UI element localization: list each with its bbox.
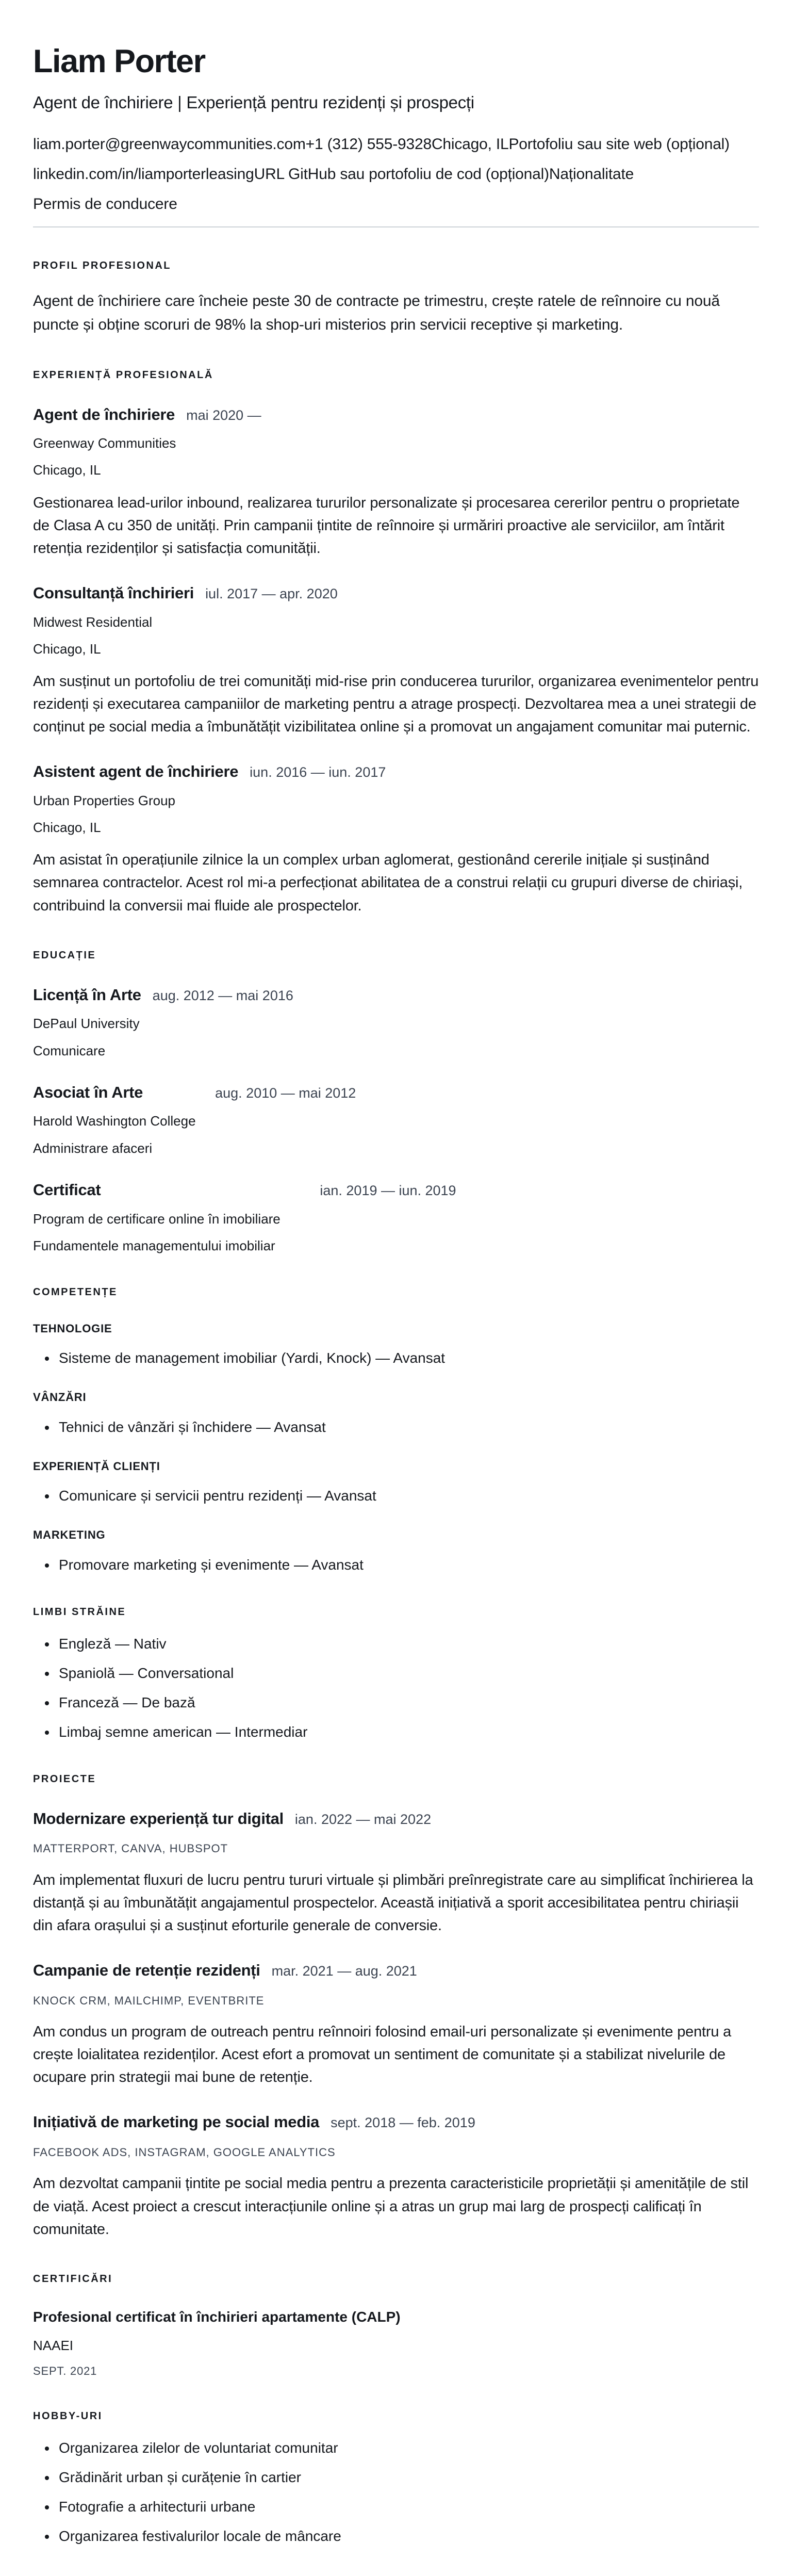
degree-title: Licență în Arte <box>33 985 141 1004</box>
field-of-study: Comunicare <box>33 1042 106 1058</box>
section-title: PROIECTE <box>33 1773 96 1785</box>
contact-segment: Permis de conducere <box>33 195 177 213</box>
section-title: HOBBY-URI <box>33 2410 103 2422</box>
contact-segment: Portofoliu sau site web (opțional) <box>508 135 730 153</box>
job-company: Midwest Residential <box>33 614 153 630</box>
language-item: • Franceză — De bază <box>57 1693 759 1711</box>
school-name: Harold Washington College <box>33 1113 196 1129</box>
section-title: PROFIL PROFESIONAL <box>33 259 171 271</box>
skill-item: • Tehnici de vânzări și închidere — Avansat <box>57 1418 759 1436</box>
section-education <box>33 949 759 1254</box>
degree-title: Asociat în Arte <box>33 1083 143 1101</box>
resume-header <box>33 44 759 227</box>
project-title: Modernizare experiență tur digital <box>33 1809 284 1828</box>
education-entry <box>33 1180 759 1254</box>
language-item: • Limbaj semne american — Intermediar <box>57 1723 759 1741</box>
education-list <box>33 985 759 1254</box>
section-experience <box>33 369 759 917</box>
education-entry <box>33 1083 759 1156</box>
section-title: EXPERIENȚĂ PROFESIONALĂ <box>33 369 213 381</box>
contact-segment: liam.porter@greenwaycommunities.com <box>33 135 306 153</box>
experience-entry <box>33 583 759 738</box>
contact-segment: Naționalitate <box>549 165 634 183</box>
school-name: Program de certificare online în imobiliare <box>33 1211 280 1227</box>
skill-group <box>33 1322 759 1367</box>
certification-name: Profesional certificat în închirieri apartamente (CALP) <box>33 2308 401 2325</box>
field-of-study: Fundamentele managementului imobiliar <box>33 1237 275 1253</box>
degree-dates: ian. 2019 — iun. 2019 <box>320 1182 456 1198</box>
education-entry-head <box>33 1083 759 1103</box>
degree-dates: aug. 2010 — mai 2012 <box>215 1085 356 1101</box>
job-description: Am asistat în operațiunile zilnice la un complex urban aglomerat, gestionând cererile inițiale și susținând semnarea contractelor. Acest rol mi-a perfecționat abilitatea de a construi relații cu grupuri diverse de chiriași, contribuind la conversii mai fluide ale prospectelor. <box>33 852 743 914</box>
hobby-item: • Grădinărit urban și curățenie în cartier <box>57 2468 759 2486</box>
project-dates: ian. 2022 — mai 2022 <box>294 1811 432 1827</box>
contact-segment: linkedin.com/in/liamporterleasing <box>33 165 254 183</box>
contact-segment: +1 (312) 555-9328 <box>305 135 432 153</box>
language-item: • Engleză — Nativ <box>57 1635 759 1653</box>
skill-item: • Sisteme de management imobiliar (Yardi, Knock) — Avansat <box>57 1349 759 1367</box>
project-description: Am condus un program de outreach pentru reînnoiri folosind email-uri personalizate și evenimente pentru a crește loialitatea rezidenților. Acest efort a promovat un sentiment de comunitate și a stabilizat nivelurile de ocupare prin strategii mai bune de retenție. <box>33 2024 732 2086</box>
contact-segments <box>33 136 730 153</box>
education-entry-head <box>33 1180 759 1200</box>
experience-list <box>33 405 759 917</box>
skill-items <box>33 1556 759 1574</box>
hobby-item: • Fotografie a arhitecturii urbane <box>57 2498 759 2516</box>
experience-entry <box>33 405 759 560</box>
project-dates: sept. 2018 — feb. 2019 <box>331 2115 475 2131</box>
job-location: Chicago, IL <box>33 462 101 478</box>
job-location: Chicago, IL <box>33 820 101 836</box>
project-entry <box>33 2112 759 2240</box>
section-skills <box>33 1286 759 1574</box>
header-divider <box>33 226 759 227</box>
job-description: Am susținut un portofoliu de trei comunități mid-rise prin conducerea tururilor, organizarea evenimentelor pentru rezidenți și executarea campaniilor de marketing pentru a atrage prospecți. Dezvoltarea mea a unei strategii de conținut pe social media a îmbunătățit vizibilitatea online și a promovat un angajament comunitar mai puternic. <box>33 673 759 736</box>
section-title: CERTIFICĂRI <box>33 2273 113 2285</box>
project-description: Am implementat fluxuri de lucru pentru tururi virtuale și plimbări preînregistrate care au simplificat închirierea la distanță și au îmbunătățit angajamentul prospectelor. Această inițiativă a sporit accesibilitatea pentru chiriașii din afara orașului și a susținut eforturile generale de conversie. <box>33 1871 753 1934</box>
skill-category: MARKETING <box>33 1528 106 1542</box>
project-title: Inițiativă de marketing pe social media <box>33 2113 320 2131</box>
project-entry-head <box>33 2112 759 2132</box>
skills-groups <box>33 1322 759 1574</box>
experience-entry-head <box>33 405 759 425</box>
contact-segment: URL GitHub sau portofoliu de cod (opțional) <box>254 165 549 183</box>
skill-item: • Comunicare și servicii pentru rezidenți — Avansat <box>57 1487 759 1505</box>
job-title: Consultanță închirieri <box>33 583 194 602</box>
project-list <box>33 1809 759 2241</box>
job-dates: mai 2020 — <box>186 407 261 423</box>
contact-info <box>33 137 759 212</box>
experience-entry-head <box>33 762 759 782</box>
education-entry-head <box>33 985 759 1005</box>
skill-items <box>33 1349 759 1367</box>
degree-title: Certificat <box>33 1180 101 1199</box>
skill-group <box>33 1528 759 1573</box>
education-entry <box>33 985 759 1059</box>
hobby-list <box>33 2439 759 2545</box>
skill-items <box>33 1418 759 1436</box>
project-entry <box>33 1961 759 2089</box>
project-tools: MATTERPORT, CANVA, HUBSPOT <box>33 1842 228 1855</box>
certification-entry <box>33 2308 759 2378</box>
job-company: Greenway Communities <box>33 435 176 451</box>
section-title: LIMBI STRĂINE <box>33 1606 126 1618</box>
degree-dates: aug. 2012 — mai 2016 <box>152 987 293 1003</box>
project-tools: FACEBOOK ADS, INSTAGRAM, GOOGLE ANALYTICS <box>33 2146 336 2159</box>
experience-entry <box>33 762 759 917</box>
school-name: DePaul University <box>33 1016 140 1032</box>
field-of-study: Administrare afaceri <box>33 1140 153 1156</box>
contact-segments <box>33 166 634 183</box>
skill-items <box>33 1487 759 1505</box>
job-dates: iul. 2017 — apr. 2020 <box>205 585 338 601</box>
skill-category: TEHNOLOGIE <box>33 1322 112 1335</box>
job-dates: iun. 2016 — iun. 2017 <box>250 764 386 780</box>
person-name: Liam Porter <box>33 43 205 79</box>
contact-segment: Chicago, IL <box>431 135 509 153</box>
section-certifications <box>33 2273 759 2378</box>
job-description: Gestionarea lead-urilor inbound, realizarea tururilor personalizate și procesarea cererilor pentru o proprietate de Clasa A cu 350 de unități. Prin campanii țintite de reînnoire și urmăriri proactive ale serviciilor, am întărit retenția rezidenților și satisfacția comunității. <box>33 494 740 557</box>
skill-category: EXPERIENȚĂ CLIENȚI <box>33 1459 160 1473</box>
profile-summary: Agent de închiriere care încheie peste 30 de contracte pe trimestru, crește ratele de reînnoire cu nouă puncte și obține scoruri de 98% la shop-uri misterios prin servicii receptive și marketing. <box>33 292 720 333</box>
project-entry-head <box>33 1961 759 1981</box>
hobby-item: • Organizarea festivalurilor locale de mâncare <box>57 2527 759 2545</box>
certification-issuer: NAAEI <box>33 2337 74 2353</box>
experience-entry-head <box>33 583 759 604</box>
skill-group <box>33 1391 759 1436</box>
section-projects <box>33 1773 759 2241</box>
project-tools: KNOCK CRM, MAILCHIMP, EVENTBRITE <box>33 1994 265 2007</box>
headline: Agent de închiriere | Experiență pentru rezidenți și prospecți <box>33 93 474 112</box>
section-profile <box>33 259 759 337</box>
certification-list <box>33 2308 759 2378</box>
skill-group <box>33 1460 759 1505</box>
language-item: • Spaniolă — Conversational <box>57 1664 759 1682</box>
job-title: Asistent agent de închiriere <box>33 762 239 781</box>
hobby-item: • Organizarea zilelor de voluntariat comunitar <box>57 2439 759 2457</box>
contact-line <box>33 137 759 152</box>
project-entry-head <box>33 1809 759 1829</box>
language-list <box>33 1635 759 1741</box>
skill-category: VÂNZĂRI <box>33 1391 87 1404</box>
contact-line <box>33 197 759 212</box>
project-description: Am dezvoltat campanii țintite pe social media pentru a prezenta caracteristicile proprietății și amenitățile de stil de viață. Acest proiect a crescut interacțiunile online și a atras un grup mai larg de prospecți calificați în comunitate. <box>33 2175 749 2238</box>
project-entry <box>33 1809 759 1937</box>
project-title: Campanie de retenție rezidenți <box>33 1961 260 1979</box>
project-dates: mar. 2021 — aug. 2021 <box>271 1963 417 1979</box>
section-title: COMPETENȚE <box>33 1286 118 1298</box>
contact-line <box>33 167 759 182</box>
skill-item: • Promovare marketing și evenimente — Avansat <box>57 1556 759 1574</box>
job-company: Urban Properties Group <box>33 792 176 808</box>
section-languages <box>33 1606 759 1741</box>
certification-date: SEPT. 2021 <box>33 2364 97 2377</box>
job-location: Chicago, IL <box>33 641 101 657</box>
section-title: EDUCAȚIE <box>33 949 96 961</box>
job-title: Agent de închiriere <box>33 405 175 423</box>
section-hobbies <box>33 2410 759 2545</box>
contact-segments <box>33 195 177 213</box>
